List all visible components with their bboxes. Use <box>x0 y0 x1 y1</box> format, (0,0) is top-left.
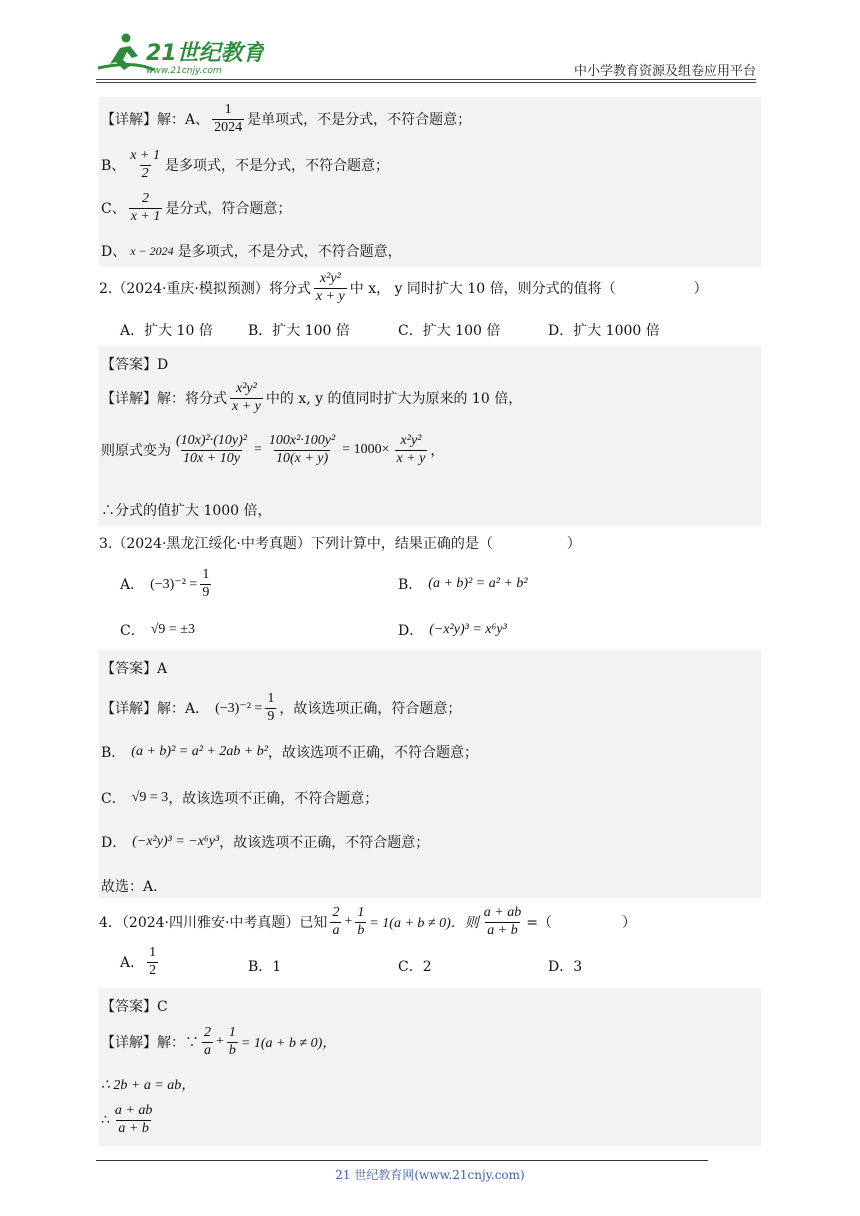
q3-conclusion: 故选：A． <box>101 879 168 895</box>
runner-logo-icon <box>94 30 264 76</box>
q4-option-c: C．2 <box>398 959 432 975</box>
text: B． <box>101 745 126 761</box>
text: 2.（2024·重庆·模拟预测）将分式 <box>99 281 311 298</box>
q4-option-b: B．1 <box>248 959 282 975</box>
fraction: $\frac{\text{x²y²}}{x + y}$ <box>396 433 426 466</box>
text: D、 <box>101 244 127 260</box>
q2-stem <box>99 272 708 304</box>
fraction: $\frac{1}{2}$ <box>149 945 157 978</box>
q3-option-c: C． √9 = ±3 <box>120 622 195 639</box>
text: ，故该选项不正确，不符合题意； <box>219 835 430 851</box>
math-expr: √9 = 3 <box>131 790 169 805</box>
q1-detail-block <box>99 97 761 267</box>
math-expr: (−x²y)³ = −x⁶y³ <box>132 834 220 849</box>
answer-label: 【答案】A <box>101 661 168 677</box>
fraction: $\frac{1}{9}$ <box>267 691 275 724</box>
q4-detail-1 <box>101 1026 336 1058</box>
text: ， <box>430 443 445 460</box>
q3-detail-c <box>101 788 378 808</box>
text: 中 x， y 同时扩大 10 倍，则分式的值将（ <box>349 281 616 298</box>
fraction: $\frac{1}{b}$ <box>357 905 365 938</box>
answer-label: 【答案】D <box>101 357 169 373</box>
text: ） <box>693 281 708 298</box>
text: 中的 x, y 的值同时扩大为原来的 10 倍， <box>265 391 523 408</box>
math-expr: = 1(a + b ≠ 0)， <box>240 1036 337 1052</box>
text: 是多项式，不是分式，不符合题意， <box>177 244 402 260</box>
fraction: $\frac{\text{x²y²}}{x + y}$ <box>315 271 345 304</box>
equals-sign: = <box>253 442 262 458</box>
logo <box>94 30 264 76</box>
text: 【详解】解：将分式 <box>101 391 227 408</box>
q1-line-b <box>101 149 389 181</box>
svg-text:21世纪教育: 21世纪教育 <box>146 41 264 66</box>
svg-text:www.21cnjy.com: www.21cnjy.com <box>146 66 222 76</box>
q2-detail-3: ∴分式的值扩大 1000 倍， <box>101 503 272 519</box>
text: 是单项式，不是分式，不符合题意； <box>247 112 472 129</box>
fraction: $\frac{\text{x²y²}}{x + y}$ <box>232 381 261 414</box>
plus-sign: + <box>344 914 353 930</box>
fraction: $\frac{1}{b}$ <box>228 1025 236 1058</box>
fraction: $\frac{1}{2024}$ <box>214 102 243 135</box>
fraction: $\frac{\text{100x²·100y²}}{10(x + y)}$ <box>268 433 336 466</box>
fraction: $\frac{2}{x + 1}$ <box>130 191 161 224</box>
math-expr: (a + b)² = a² + 2ab + b² <box>131 744 269 759</box>
q2-option-d: D．扩大 1000 倍 <box>548 323 660 339</box>
text: D． <box>101 835 127 851</box>
q3-detail-b <box>101 742 478 762</box>
fraction: $\frac{a + ab}{a + b}$ <box>483 905 522 938</box>
q2-option-a: A．扩大 10 倍 <box>120 323 213 339</box>
text: C． <box>101 791 126 807</box>
q4-detail-2 <box>101 1074 195 1094</box>
footer-text: 21 世纪教育网(www.21cnjy.com) <box>335 1168 525 1182</box>
text: 则原式变为 <box>101 443 171 460</box>
text: ） <box>566 536 581 552</box>
fraction: $\frac{a + ab}{a + b}$ <box>114 1103 153 1136</box>
text: C、 <box>101 201 126 218</box>
q3-detail-d <box>101 832 429 852</box>
q1-line-a <box>101 103 471 135</box>
q3-option-a: A． (−3)⁻² = $\frac{1}{9}$ <box>120 567 210 600</box>
text: 3.（2024·黑龙江绥化·中考真题）下列计算中，结果正确的是（ <box>99 536 493 552</box>
q1-line-d <box>101 241 402 261</box>
fraction: $\frac{x + 1}{2}$ <box>130 148 160 181</box>
text: ，故该选项不正确，不符合题意； <box>168 791 379 807</box>
q2-detail-2 <box>101 434 444 466</box>
q4-detail-3 <box>101 1104 157 1136</box>
header-divider-2 <box>96 82 756 83</box>
text: ，故该选项不正确，不符合题意； <box>268 745 479 761</box>
q1-line-c <box>101 192 291 224</box>
q4-option-d: D．3 <box>548 959 583 975</box>
math-expr: (−3)⁻² = <box>215 700 263 716</box>
q2-option-c: C．扩大 100 倍 <box>398 323 501 339</box>
q4-answer-block <box>99 988 761 1146</box>
q2-option-b: B．扩大 100 倍 <box>248 323 350 339</box>
detail-label: 【详解】解：A、 <box>101 112 210 129</box>
text: ∴ <box>101 1112 110 1129</box>
q3-stem <box>99 533 581 553</box>
q4-stem <box>99 906 636 938</box>
text: 【详解】解：A． <box>101 701 210 718</box>
text: ） <box>621 915 636 932</box>
text: 【详解】解：∵ <box>101 1035 199 1052</box>
math-expr: ∴ 2b + a = ab， <box>101 1078 196 1093</box>
platform-title: 中小学教育资源及组卷应用平台 <box>573 64 756 79</box>
math-expr: x − 2024 <box>130 243 174 258</box>
text: 是分式，符合题意； <box>165 201 292 218</box>
math-expr: = 1000× <box>342 442 390 458</box>
q3-detail-a <box>101 692 461 724</box>
q2-detail-1 <box>101 382 522 414</box>
fraction: $\frac{2}{a}$ <box>332 905 340 938</box>
fraction: $\frac{2}{a}$ <box>204 1025 211 1058</box>
q2-answer-block <box>99 346 761 526</box>
math-expr: = 1(a + b ≠ 0)．则 <box>369 916 479 932</box>
q3-option-b: B． (a + b)² = a² + b² <box>398 576 528 593</box>
text: 是多项式，不是分式，不符合题意； <box>164 158 389 175</box>
fraction: $\frac{\text{(10x)²·(10y)²}}{10x + 10y}$ <box>176 433 247 466</box>
answer-label: 【答案】C <box>101 999 168 1015</box>
footer-divider <box>96 1160 708 1161</box>
text: 4．（2024·四川雅安·中考真题）已知 <box>99 915 328 932</box>
header-divider <box>96 79 756 80</box>
fraction: $\frac{1}{9}$ <box>202 567 210 600</box>
q3-answer-block <box>99 650 761 898</box>
text: =（ <box>526 915 552 932</box>
q3-option-d: D． (−x²y)³ = x⁶y³ <box>398 622 507 639</box>
text: B、 <box>101 158 126 175</box>
text: ，故该选项正确，符合题意； <box>279 701 462 718</box>
plus-sign: + <box>216 1034 224 1050</box>
q4-option-a: A． $\frac{1}{2}$ <box>120 945 157 978</box>
